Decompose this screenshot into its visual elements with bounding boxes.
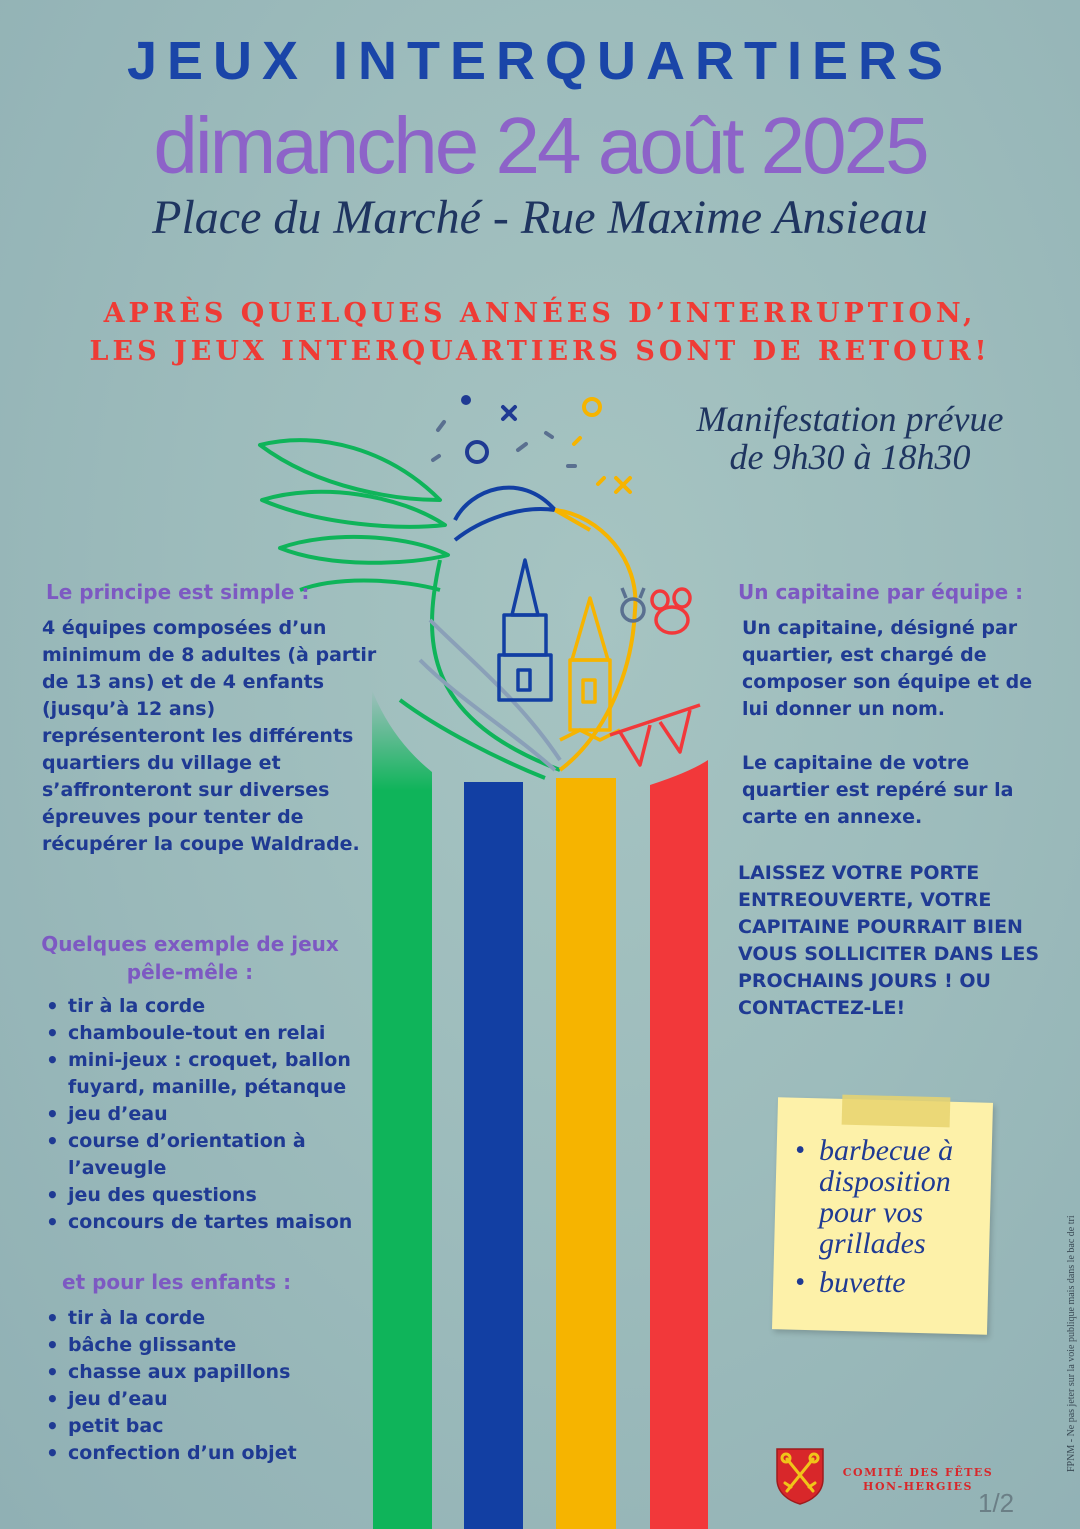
captain-map-text: Le capitaine de votre quartier est repéré sur la carte en annexe. [742,752,1014,828]
list-item: • confection d’un objet [40,1440,380,1467]
schedule-line-2: de 9h30 à 18h30 [729,437,971,477]
bird-wings [260,440,448,590]
green-stripe [372,690,432,1529]
list-item: • jeu d’eau [40,1386,380,1413]
list-item: • petit bac [40,1413,380,1440]
schedule [630,400,1070,476]
list-item: • concours de tartes maison [40,1209,380,1236]
principle-text: 4 équipes composées d’un minimum de 8 adultes (à partir de 13 ans) et de 4 enfants (jusqu’à 12 ans) représenteront les différents quartiers du village et s’affronteront sur diverses épreuves pour tenter de récupérer la coupe Waldrade. [42,617,377,855]
event-location: Place du Marché - Rue Maxime Ansieau [152,191,928,244]
kids-list [40,1305,380,1467]
games-heading-line-2: pêle-mêle : [126,960,254,984]
captain-heading: Un capitaine par équipe : [738,580,1024,604]
games-heading-line-1: Quelques exemple de jeux [41,932,339,956]
bunting-flags [610,705,700,765]
blue-stripe [464,782,523,1529]
event-date: dimanche 24 août 2025 [153,101,927,190]
captain-call-to-action: LAISSEZ VOTRE PORTE ENTREOUVERTE, VOTRE CAPITAINE POURRAIT BIEN VOUS SOLLICITER DANS LES PROCHAINS JOURS ! OU CONTACTEZ-LE! [738,862,1040,1019]
amenities-list [793,1135,993,1298]
list-item: • bâche glissante [40,1332,380,1359]
list-item: • chasse aux papillons [40,1359,380,1386]
announcement-line-1: APRÈS QUELQUES ANNÉES D’INTERRUPTION, [103,298,977,329]
announcement-line-2: LES JEUX INTERQUARTIERS SONT DE RETOUR! [89,336,991,367]
games-heading [30,930,350,986]
list-item: • tir à la corde [40,993,380,1020]
page-title: JEUX INTERQUARTIERS [126,31,954,91]
yellow-stripe [556,778,616,1529]
crest-keys-icon [775,1447,825,1505]
organizer-line-1: COMITÉ DES FÊTES [842,1466,994,1479]
organizer-line-2: HON-HERGIES [863,1480,973,1493]
confetti [433,395,630,492]
legal-notice: FPNM - Ne pas jeter sur la voie publique mais dans le bac de tri [1066,1215,1077,1472]
list-item: • jeu des questions [40,1182,380,1209]
page-number: 1/2 [978,1488,1015,1518]
list-item: • buvette [793,1267,993,1298]
list-item: • course d’orientation à l’aveugle [40,1128,380,1182]
sticky-note-tape [842,1095,951,1128]
list-item: • mini-jeux : croquet, ballon fuyard, manille, pétanque [40,1047,380,1101]
list-item: • chamboule-tout en relai [40,1020,380,1047]
kids-heading: et pour les enfants : [62,1270,292,1294]
schedule-line-1: Manifestation prévue [696,399,1004,439]
list-item: • jeu d’eau [40,1101,380,1128]
church-steeples [499,560,620,740]
captain-text: Un capitaine, désigné par quartier, est chargé de composer son équipe et de lui donner un nom. [742,617,1033,720]
list-item: • barbecue à disposition pour vos grillades [793,1135,993,1259]
principle-heading: Le principe est simple : [46,580,310,604]
games-list [40,993,380,1236]
rainbow-stripes [372,690,708,1529]
list-item: • tir à la corde [40,1305,380,1332]
red-stripe [650,760,708,1529]
